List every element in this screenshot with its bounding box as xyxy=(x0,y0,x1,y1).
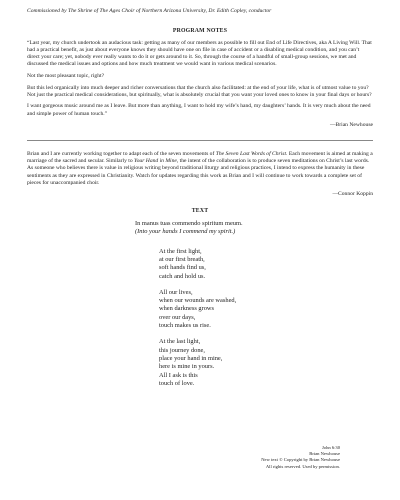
credit-line: New text © Copyright by Brian Newhouse xyxy=(261,457,340,463)
latin-translation: (Into your hands I commend my spirit.) xyxy=(135,228,236,236)
program-note-paragraph: But this led organically into much deeper and richer conversations that the church also facilitated: at the end of your life, what is of utmost value to you? Not just the practical medical considerations, but spiritually, what is absolutely crucial that you want your loved ones to know in your final days or hours? xyxy=(27,84,372,98)
credit-line: Brian Newhouse xyxy=(309,451,340,457)
poem-line: over our days, xyxy=(159,313,196,321)
credit-line: John 6:30 xyxy=(322,445,340,450)
program-notes-heading: PROGRAM NOTES xyxy=(172,28,228,34)
commission-line: Commissioned by The Shrine of The Ages Choir of Northern Arizona University, Dr. Edith Copley, conductor xyxy=(27,8,272,14)
program-note-paragraph: Not the most pleasant topic, right? xyxy=(27,72,105,79)
poem-line: At the last light, xyxy=(159,338,201,346)
poem-line: touch makes us rise. xyxy=(159,322,211,330)
poem-line: touch of love. xyxy=(159,379,195,387)
poem xyxy=(159,248,373,388)
poem-line: at our first breath, xyxy=(159,255,205,263)
credit-line: All rights reserved. Used by permission. xyxy=(265,463,340,469)
latin-line: In manus tuas commendo spiritum meum. xyxy=(135,220,243,228)
poem-line: catch and hold us. xyxy=(159,272,206,280)
section-divider xyxy=(27,140,373,141)
poem-line: this journey done, xyxy=(159,346,205,354)
latin-text xyxy=(135,220,373,236)
poem-line: when darkness grows xyxy=(159,305,215,313)
poem-line: All our lives, xyxy=(159,288,193,296)
stanza xyxy=(159,248,373,281)
poem-line: At the first light, xyxy=(159,247,202,255)
poem-line: All I ask is this xyxy=(159,371,198,379)
program-note-signature: —Brian Newhouse xyxy=(329,122,373,129)
program-note-paragraph: “Last year, my church undertook an audacious task: getting as many of our members as possible to fill out End of Life Directives, aka A Living Will. That had a practical benefit, as just about everyone knows they should have one on file in case of accident or a disabling medical condition, and you can’t direct your care; yet, nobody ever really wants to do it or gets around to it. So, through the course of a handful of small-group sessions, we met and discussed the medical issues and options and how much treatment we would want in various medical scenarios. xyxy=(27,40,372,68)
stanza xyxy=(159,338,373,388)
program-note-paragraph: I want gorgeous music around me as I leave. But more than anything, I want to hold my wife’s hand, my daughters’ hands. It is very much about the need and simple power of human touch.” xyxy=(27,103,371,117)
composer-note-paragraph: Brian and I are currently working together to adapt each of the seven movements of The Seven Last Words of Christ. Each movement is aimed at making a marriage of the sacred and secular. Similarly to Your Hand in Mine, the intent of the collaboration is to produce seven meditations on Christ’s last words. As someone who believes there is value in religious writing beyond traditional liturgy and religious practices, I intend to express the humanity in these sentiments as they are expressed in Christianity. Watch for updates regarding this work as Brian and I will continue to work towards a complete set of pieces for unaccompanied choir. xyxy=(27,151,373,186)
poem-line: place your hand in mine, xyxy=(159,354,223,362)
text-credits xyxy=(210,445,340,470)
text-heading: TEXT xyxy=(191,208,209,215)
poem-line: here is mine in yours. xyxy=(159,363,215,371)
composer-note-signature: —Connor Koppin xyxy=(332,191,373,198)
stanza xyxy=(159,289,373,330)
poem-line: when our wounds are washed, xyxy=(159,297,237,305)
poem-line: soft hands find us, xyxy=(159,264,206,272)
